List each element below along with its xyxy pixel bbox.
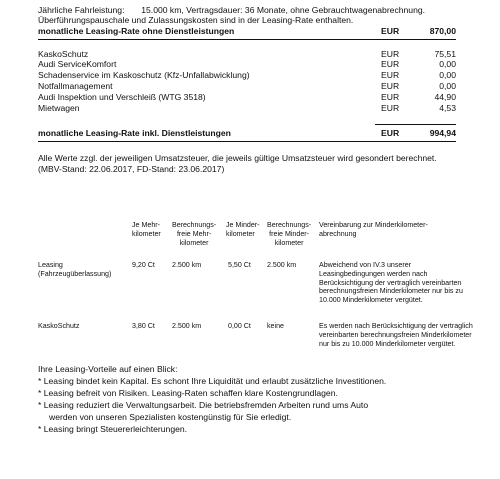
agreement-line: berechnungsfreien Minderkilometer nur bis zu [319,287,463,296]
agreement-line: 10.000 Minderkilometer vergütet. [319,296,423,305]
rate-excl-currency: EUR [381,26,400,36]
service-label: Audi ServiceKomfort [38,59,117,69]
header-line: kilometer [274,238,304,247]
mileage-label: Jährliche Fahrleistung: [38,5,125,15]
service-amount: 44,90 [434,92,456,102]
rate-incl-amount: 994,94 [429,128,456,138]
list-item: * Leasing reduziert die Verwaltungsarbeit. Die betriebsfremden Arbeiten rund ums Auto [38,400,369,410]
header-line: Je Minder- [226,221,260,229]
header-freimehr [172,221,216,247]
header-line: Berechnungs- [172,221,217,229]
tax-note: Alle Werte zzgl. der jeweiligen Umsatzsteuer, die jeweils gültige Umsatzsteuer wird gesondert berechnet. [38,153,437,163]
row-label-line: (Fahrzeugüberlassung) [38,269,112,278]
agreement-line: vereinbarten berechnungsfreien Minderkilometer [319,330,472,339]
cell-minder: 5,50 Ct [228,261,251,269]
service-currency: EUR [381,103,400,113]
service-label: Notfallmanagement [38,81,113,91]
cell-vereinbarung [319,261,463,305]
header-line: Berechnungs- [267,221,312,229]
header-minder [226,221,260,239]
service-amount: 4,53 [439,103,456,113]
service-currency: EUR [381,92,400,102]
rate-excl-underline [38,39,456,40]
header-freiminder [267,221,311,247]
cell-vereinbarung [319,322,473,348]
cell-freiminder: 2.500 km [267,261,297,269]
header-line: Vereinbarung zur Minderkilometer- [319,221,428,229]
row-label [38,322,79,331]
agreement-line: Leasingbedingungen werden nach [319,269,428,278]
row-label-line: KaskoSchutz [38,322,80,330]
cell-mehr: 3,80 Ct [132,322,155,330]
header-line: abrechnung [319,229,357,238]
agreement-line: Berücksichtigung der vertraglich vereinbarten [319,278,462,287]
service-label: Mietwagen [38,103,80,113]
rate-incl-currency: EUR [381,128,400,138]
advantages-heading: Ihre Leasing-Vorteile auf einen Blick: [38,364,178,374]
service-label: KaskoSchutz [38,49,89,59]
service-currency: EUR [381,70,400,80]
service-currency: EUR [381,59,400,69]
agreement-line: nur bis zu 10.000 Minderkilometer vergütet. [319,339,456,348]
service-currency: EUR [381,49,400,59]
service-amount: 0,00 [439,59,456,69]
agreement-line: Es werden nach Berücksichtigung der vertraglich [319,322,473,330]
header-line: kilometer [226,229,255,238]
service-amount: 75,51 [434,49,456,59]
row-label-line: Leasing [38,261,63,269]
service-amount: 0,00 [439,70,456,80]
cell-mehr: 9,20 Ct [132,261,155,269]
rate-incl-underline [38,141,456,142]
cell-freimehr: 2.500 km [172,322,202,330]
service-label: Schadenservice im Kaskoschutz (Kfz-Unfallabwicklung) [38,70,250,80]
list-item: * Leasing bindet kein Kapital. Es schont Ihre Liquidität und erlaubt zusätzliche Investitionen. [38,376,387,386]
mileage-value: 15.000 km, Vertragsdauer: 36 Monate, ohne Gebrauchtwagenabrechnung. [141,5,426,15]
header-line: freie Minder- [269,229,309,238]
rate-excl-amount: 870,00 [429,26,456,36]
rate-incl-label: monatliche Leasing-Rate inkl. Dienstleistungen [38,128,231,138]
agreement-line: Abweichend von IV.3 unserer [319,261,412,269]
service-label: Audi Inspektion und Verschleiß (WTG 3518) [38,92,206,102]
version-note: (MBV-Stand: 22.06.2017, FD-Stand: 23.06.2017) [38,164,225,174]
header-line: Je Mehr- [132,221,160,229]
service-currency: EUR [381,81,400,91]
row-label [38,261,111,279]
cell-freimehr: 2.500 km [172,261,202,269]
list-item: * Leasing bringt Steuererleichterungen. [38,424,188,434]
transfer-fee-note: Überführungspauschale und Zulassungskosten sind in der Leasing-Rate enthalten. [38,15,354,25]
cell-minder: 0,00 Ct [228,322,251,330]
list-item: werden von unseren Spezialisten kostengünstig für Sie erledigt. [49,412,292,422]
header-line: kilometer [132,229,161,238]
cell-freiminder: keine [267,322,284,330]
header-mehr [132,221,161,239]
service-amount: 0,00 [439,81,456,91]
header-line: kilometer [179,238,209,247]
header-vereinbarung [319,221,428,239]
list-item: * Leasing befreit von Risiken. Leasing-Raten schaffen klare Kostengrundlagen. [38,388,338,398]
header-line: freie Mehr- [176,229,212,238]
rate-excl-label: monatliche Leasing-Rate ohne Dienstleistungen [38,26,235,36]
sum-overline [375,124,456,125]
